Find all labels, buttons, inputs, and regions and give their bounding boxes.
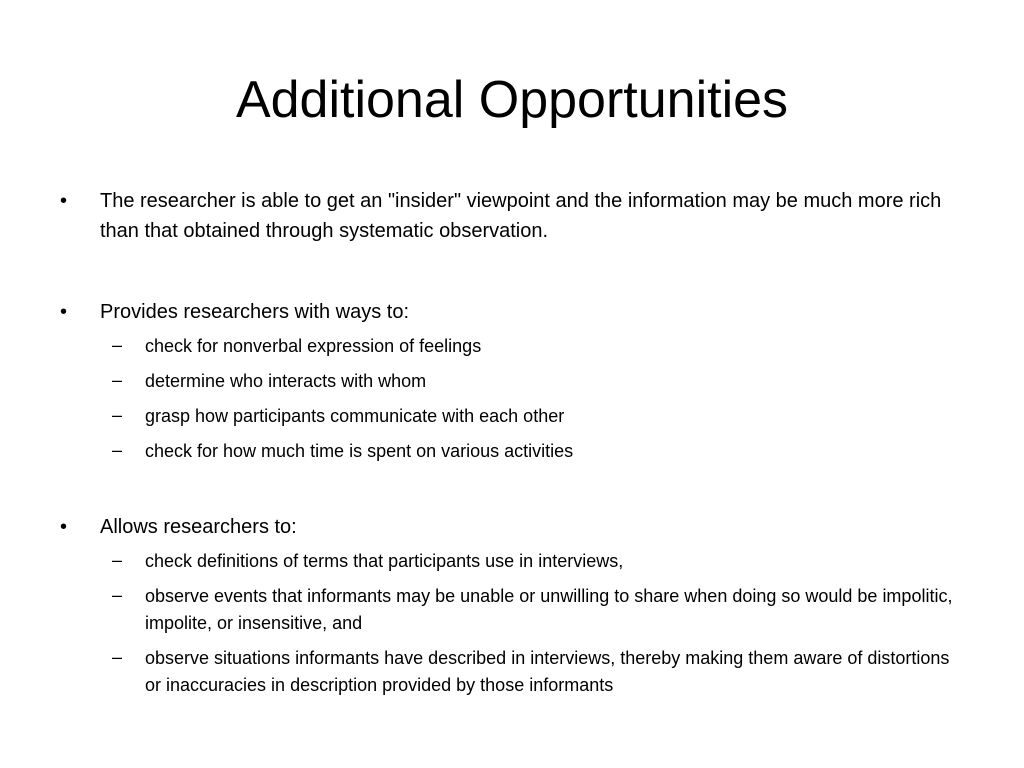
sub-item xyxy=(60,645,960,699)
sub-marker: – xyxy=(112,585,123,605)
bullet-line xyxy=(60,512,960,542)
bullet-text: Provides researchers with ways to: xyxy=(100,301,410,323)
sub-list xyxy=(60,333,960,465)
sub-item-text: check for how much time is spent on various activities xyxy=(145,441,574,461)
slide-title: Additional Opportunities xyxy=(235,71,789,129)
bullet-marker: • xyxy=(60,301,68,323)
bullet-marker: • xyxy=(60,516,68,538)
sub-item xyxy=(60,333,960,360)
sub-marker: – xyxy=(112,440,123,460)
sub-marker: – xyxy=(112,335,123,355)
sub-item xyxy=(60,368,960,395)
bullet-item xyxy=(60,297,960,473)
sub-item-text: observe situations informants have described in interviews, thereby making them aware of distortions or inaccuracies in description provided by those informants xyxy=(145,648,950,695)
bullet-text: The researcher is able to get an "insider" viewpoint and the information may be much more rich than that obtained through systematic observation. xyxy=(100,190,942,242)
bullet-item xyxy=(60,512,960,707)
sub-item-text: grasp how participants communicate with each other xyxy=(145,406,565,426)
sub-item-text: check definitions of terms that participants use in interviews, xyxy=(145,551,624,571)
sub-item-text: check for nonverbal expression of feelings xyxy=(145,336,482,356)
bullet-line xyxy=(60,186,960,246)
bullet-marker: • xyxy=(60,190,68,212)
sub-item xyxy=(60,403,960,430)
bullet-line xyxy=(60,297,960,327)
sub-item-text: observe events that informants may be unable or unwilling to share when doing so would be impolitic, impolite, or insensitive, and xyxy=(145,586,953,633)
bullet-text: Allows researchers to: xyxy=(100,516,297,538)
sub-marker: – xyxy=(112,370,123,390)
sub-list xyxy=(60,548,960,699)
sub-item xyxy=(60,583,960,637)
sub-item xyxy=(60,548,960,575)
sub-marker: – xyxy=(112,647,123,667)
bullet-item xyxy=(60,186,960,246)
sub-item-text: determine who interacts with whom xyxy=(145,371,427,391)
sub-marker: – xyxy=(112,405,123,425)
sub-marker: – xyxy=(112,550,123,570)
sub-item xyxy=(60,438,960,465)
